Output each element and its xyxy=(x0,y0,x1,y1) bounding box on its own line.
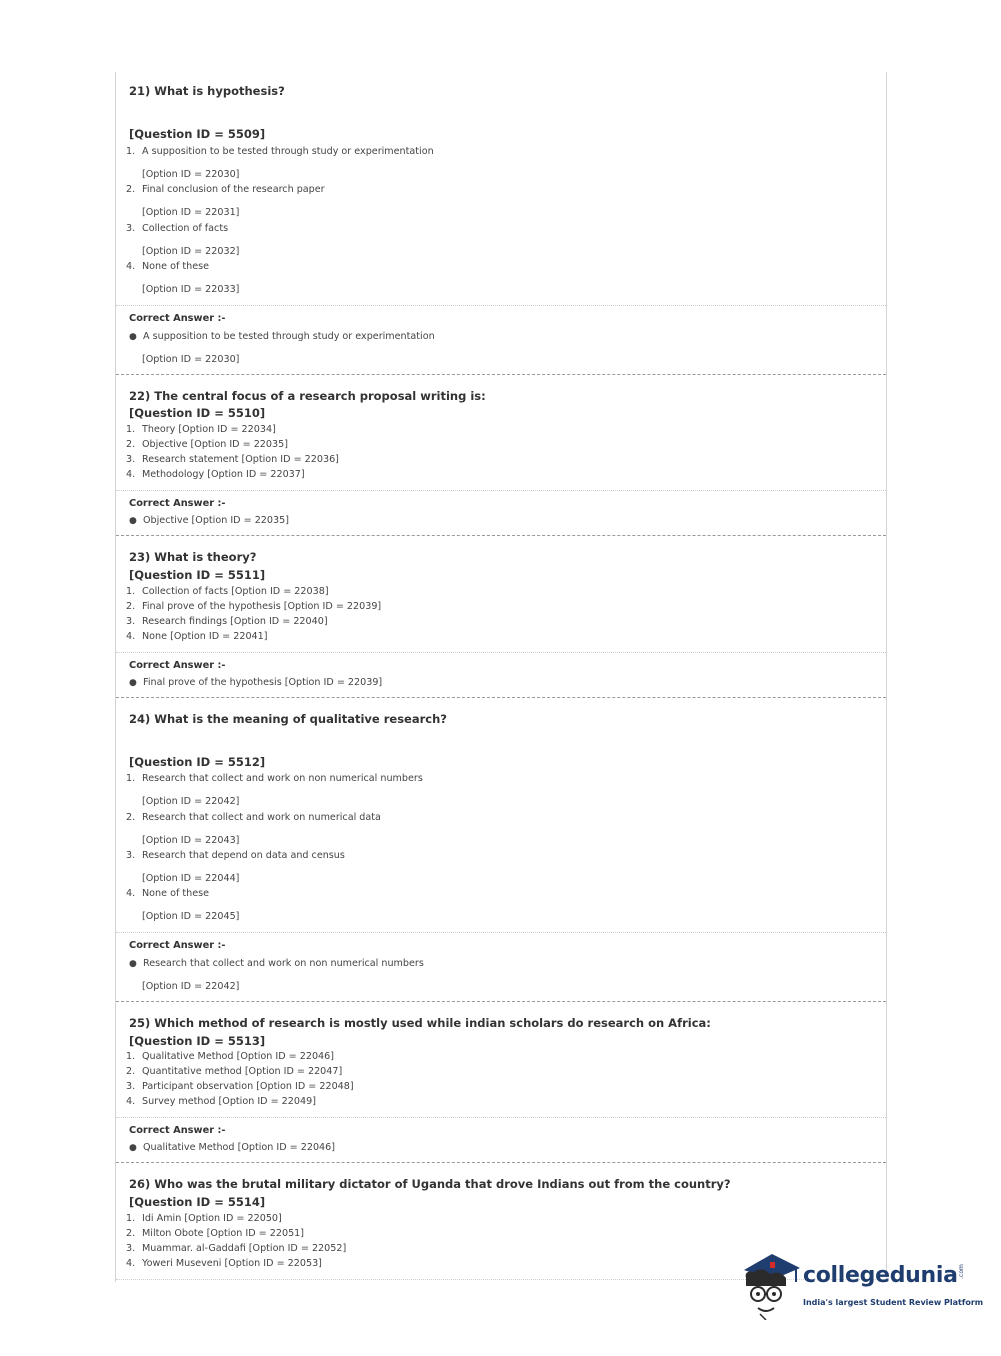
question-divider xyxy=(116,1162,886,1163)
option-number: 3. xyxy=(126,223,136,234)
question-id: [Question ID = 5512] xyxy=(129,755,266,769)
correct-option-id: [Option ID = 22042] xyxy=(142,981,240,992)
correct-option-id: [Option ID = 22030] xyxy=(142,354,240,365)
option-number: 4. xyxy=(126,469,136,480)
option-id: [Option ID = 22032] xyxy=(142,246,240,257)
option xyxy=(126,1213,282,1224)
question-title: 21) What is hypothesis? xyxy=(129,84,285,98)
option xyxy=(126,261,209,272)
option-number: 2. xyxy=(126,1066,136,1077)
collegedunia-logo[interactable] xyxy=(740,1248,984,1320)
bullet-icon: ● xyxy=(129,332,137,342)
option-id: [Option ID = 22042] xyxy=(142,796,240,807)
question-id: [Question ID = 5513] xyxy=(129,1034,266,1048)
option-text: None of these xyxy=(142,261,210,272)
option-id: [Option ID = 22031] xyxy=(142,207,240,218)
answer-divider xyxy=(116,305,886,306)
correct-answer xyxy=(129,677,382,688)
option xyxy=(126,1096,316,1107)
option xyxy=(126,850,345,861)
option-number: 2. xyxy=(126,812,136,823)
correct-answer-label: Correct Answer :- xyxy=(129,660,226,671)
option-id: [Option ID = 22033] xyxy=(142,284,240,295)
correct-answer-label: Correct Answer :- xyxy=(129,498,226,509)
answer-divider xyxy=(116,652,886,653)
option-text: None [Option ID = 22041] xyxy=(142,631,268,642)
option-text: Quantitative method [Option ID = 22047] xyxy=(142,1066,343,1077)
option-number: 2. xyxy=(126,1228,136,1239)
logo-wordmark: collegedunia xyxy=(803,1263,958,1288)
option-id: [Option ID = 22043] xyxy=(142,835,240,846)
option-number: 4. xyxy=(126,1096,136,1107)
correct-answer-text: Qualitative Method [Option ID = 22046] xyxy=(143,1142,335,1153)
correct-answer xyxy=(129,515,289,526)
option xyxy=(126,184,325,195)
option xyxy=(126,439,288,450)
option xyxy=(126,1066,342,1077)
option-number: 3. xyxy=(126,616,136,627)
correct-answer xyxy=(129,958,424,969)
option xyxy=(126,469,305,480)
bullet-icon: ● xyxy=(129,516,137,526)
option-number: 4. xyxy=(126,888,136,899)
option-text: Idi Amin [Option ID = 22050] xyxy=(142,1213,282,1224)
option-text: Methodology [Option ID = 22037] xyxy=(142,469,305,480)
option xyxy=(126,1228,304,1239)
option-text: Yoweri Museveni [Option ID = 22053] xyxy=(142,1258,322,1269)
option-text: Objective [Option ID = 22035] xyxy=(142,439,288,450)
question-title: 23) What is theory? xyxy=(129,550,257,564)
option xyxy=(126,631,268,642)
option-text: Muammar. al-Gaddafi [Option ID = 22052] xyxy=(142,1243,347,1254)
option-number: 4. xyxy=(126,261,136,272)
option xyxy=(126,812,381,823)
option xyxy=(126,454,339,465)
question-title: 25) Which method of research is mostly used while indian scholars do research on Africa: xyxy=(129,1016,711,1030)
question-id: [Question ID = 5511] xyxy=(129,568,266,582)
correct-answer-label: Correct Answer :- xyxy=(129,1125,226,1136)
option-number: 3. xyxy=(126,1081,136,1092)
option xyxy=(126,586,329,597)
option-number: 3. xyxy=(126,1243,136,1254)
question-id: [Question ID = 5509] xyxy=(129,127,266,141)
question-title: 24) What is the meaning of qualitative research? xyxy=(129,712,447,726)
option-number: 2. xyxy=(126,184,136,195)
option xyxy=(126,1243,346,1254)
answer-divider xyxy=(116,490,886,491)
option-number: 1. xyxy=(126,146,136,157)
option-number: 1. xyxy=(126,1213,136,1224)
option xyxy=(126,1081,354,1092)
option-number: 1. xyxy=(126,586,136,597)
option-text: Collection of facts [Option ID = 22038] xyxy=(142,586,329,597)
option-text: Research statement [Option ID = 22036] xyxy=(142,454,339,465)
option xyxy=(126,773,423,784)
question-title: 26) Who was the brutal military dictator of Uganda that drove Indians out from the country? xyxy=(129,1177,731,1191)
answer-divider xyxy=(116,932,886,933)
option-number: 4. xyxy=(126,631,136,642)
question-divider xyxy=(116,535,886,536)
option-number: 3. xyxy=(126,454,136,465)
question-panel xyxy=(115,72,887,1282)
option-id: [Option ID = 22045] xyxy=(142,911,240,922)
option xyxy=(126,1258,322,1269)
option-number: 4. xyxy=(126,1258,136,1269)
bullet-icon: ● xyxy=(129,678,137,688)
option xyxy=(126,616,328,627)
option-text: Research findings [Option ID = 22040] xyxy=(142,616,328,627)
correct-answer-text: A supposition to be tested through study or experimentation xyxy=(143,331,435,342)
answer-divider xyxy=(116,1117,886,1118)
option-text: Final prove of the hypothesis [Option ID = 22039] xyxy=(142,601,382,612)
option xyxy=(126,601,381,612)
question-divider xyxy=(116,1001,886,1002)
correct-answer-text: Objective [Option ID = 22035] xyxy=(143,515,289,526)
logo-tagline: India's largest Student Review Platform xyxy=(803,1298,984,1307)
option xyxy=(126,1051,334,1062)
option-text: Participant observation [Option ID = 22048] xyxy=(142,1081,354,1092)
option xyxy=(126,888,209,899)
option-text: Research that depend on data and census xyxy=(142,850,345,861)
question-divider xyxy=(116,697,886,698)
option-number: 2. xyxy=(126,601,136,612)
option-id: [Option ID = 22044] xyxy=(142,873,240,884)
option xyxy=(126,146,434,157)
option-text: Research that collect and work on numerical data xyxy=(142,812,381,823)
option-text: Theory [Option ID = 22034] xyxy=(142,424,276,435)
option-number: 1. xyxy=(126,773,136,784)
option-text: Milton Obote [Option ID = 22051] xyxy=(142,1228,305,1239)
question-title: 22) The central focus of a research proposal writing is: xyxy=(129,389,486,403)
correct-answer xyxy=(129,331,435,342)
question-divider xyxy=(116,374,886,375)
correct-answer-text: Research that collect and work on non numerical numbers xyxy=(143,958,424,969)
bullet-icon: ● xyxy=(129,1143,137,1153)
option-text: Survey method [Option ID = 22049] xyxy=(142,1096,316,1107)
option-text: Qualitative Method [Option ID = 22046] xyxy=(142,1051,334,1062)
option-text: Final conclusion of the research paper xyxy=(142,184,325,195)
correct-answer-label: Correct Answer :- xyxy=(129,313,226,324)
option xyxy=(126,424,276,435)
option-text: A supposition to be tested through study or experimentation xyxy=(142,146,434,157)
option xyxy=(126,223,228,234)
logo-domain: .com xyxy=(957,1264,965,1279)
option-number: 1. xyxy=(126,1051,136,1062)
mascot-icon xyxy=(740,1248,802,1320)
option-id: [Option ID = 22030] xyxy=(142,169,240,180)
correct-answer-label: Correct Answer :- xyxy=(129,940,226,951)
bullet-icon: ● xyxy=(129,959,137,969)
option-number: 3. xyxy=(126,850,136,861)
question-id: [Question ID = 5510] xyxy=(129,406,266,420)
option-text: None of these xyxy=(142,888,210,899)
option-text: Research that collect and work on non numerical numbers xyxy=(142,773,423,784)
question-id: [Question ID = 5514] xyxy=(129,1195,266,1209)
correct-answer xyxy=(129,1142,335,1153)
option-text: Collection of facts xyxy=(142,223,229,234)
correct-answer-text: Final prove of the hypothesis [Option ID = 22039] xyxy=(143,677,383,688)
option-number: 2. xyxy=(126,439,136,450)
option-number: 1. xyxy=(126,424,136,435)
